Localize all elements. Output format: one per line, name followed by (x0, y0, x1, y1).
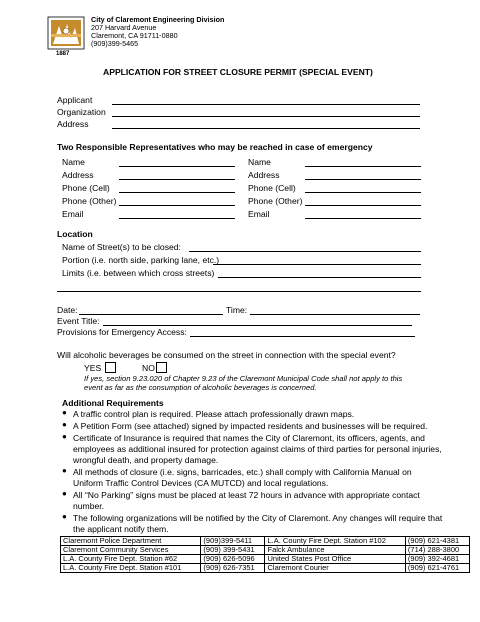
rep1-address-label: Address (62, 170, 94, 180)
table-cell: L.A. County Fire Dept. Station #102 (265, 537, 405, 546)
bullet-icon: ● (62, 512, 67, 521)
requirement-item-cont: the applicant notify them. (73, 524, 169, 534)
event-title-label: Event Title: (57, 316, 100, 326)
requirement-item-cont: Uniform Traffic Control Devices (CA MUTCD) and local regulations. (73, 478, 329, 488)
streets-field[interactable] (189, 251, 421, 252)
rep1-phone-cell-field[interactable] (119, 192, 235, 193)
no-checkbox[interactable] (156, 362, 167, 373)
requirement-item: A traffic control plan is required. Please attach professionally drawn maps. (73, 409, 355, 419)
rep2-phone-other-label: Phone (Other) (248, 196, 303, 206)
table-cell: Claremont Courier (265, 564, 405, 573)
rep2-address-label: Address (248, 170, 280, 180)
organization-label: Organization (57, 107, 106, 117)
bullet-icon: ● (62, 408, 67, 417)
address-label: Address (57, 119, 89, 129)
table-cell: (909) 626-7351 (201, 564, 265, 573)
table-cell: (909)399-5411 (201, 537, 265, 546)
page-title: APPLICATION FOR STREET CLOSURE PERMIT (SPECIAL EVENT) (103, 67, 373, 77)
table-cell: United States Post Office (265, 555, 405, 564)
requirement-item-cont: employees as additional insured for protection against claims of third parties for personal injuries, (73, 444, 442, 454)
requirement-item: Certificate of Insurance is required that names the City of Claremont, its officers, agents, and (73, 433, 425, 443)
table-cell: (714) 288-3800 (405, 546, 469, 555)
table-cell: (909) 621-4761 (405, 564, 469, 573)
rep2-name-label: Name (248, 157, 271, 167)
yes-checkbox[interactable] (105, 362, 116, 373)
rep2-name-field[interactable] (305, 166, 421, 167)
date-label: Date: (57, 305, 78, 315)
rep2-phone-cell-label: Phone (Cell) (248, 183, 296, 193)
table-cell: (909) 626-5096 (201, 555, 265, 564)
requirement-item: All “No Parking” signs must be placed at least 72 hours in advance with appropriate contact (73, 490, 420, 500)
bullet-icon: ● (62, 489, 67, 498)
bullet-icon: ● (62, 432, 67, 441)
rep1-name-field[interactable] (119, 166, 235, 167)
seal-year: 1887 (56, 51, 70, 57)
date-field[interactable] (79, 314, 223, 315)
provisions-field[interactable] (190, 336, 415, 337)
event-title-field[interactable] (103, 325, 412, 326)
bullet-icon: ● (62, 420, 67, 429)
applicant-field[interactable] (112, 104, 420, 105)
address-field[interactable] (112, 128, 420, 129)
bullet-icon: ● (62, 466, 67, 475)
header-street: 207 Harvard Avenue (91, 23, 157, 32)
requirement-item: The following organizations will be notified by the City of Claremont. Any changes will require that (73, 513, 443, 523)
header-org: City of Claremont Engineering Division (91, 15, 225, 24)
provisions-label: Provisions for Emergency Access: (57, 327, 187, 337)
table-cell: (909) 621-4381 (405, 537, 469, 546)
table-cell: L.A. County Fire Dept. Station #62 (61, 555, 201, 564)
table-cell: L.A. County Fire Dept. Station #101 (61, 564, 201, 573)
table-row (61, 564, 470, 573)
requirements-heading: Additional Requirements (62, 398, 164, 408)
rep2-phone-cell-field[interactable] (305, 192, 421, 193)
portion-field[interactable] (213, 264, 421, 265)
table-cell: (909) 399-5431 (201, 546, 265, 555)
requirement-item: A Petition Form (see attached) signed by impacted residents and businesses will be required. (73, 421, 428, 431)
rep1-phone-other-field[interactable] (119, 205, 235, 206)
requirement-item: All methods of closure (i.e. signs, barricades, etc.) shall comply with California Manual on (73, 467, 412, 477)
applicant-label: Applicant (57, 95, 93, 105)
location-heading: Location (57, 229, 93, 239)
requirement-item-cont: wrongful death, and property damage. (73, 455, 219, 465)
limits-field[interactable] (218, 277, 421, 278)
rep1-address-field[interactable] (119, 179, 235, 180)
rep2-email-field[interactable] (305, 218, 421, 219)
table-cell: Claremont Community Services (61, 546, 201, 555)
yes-label: YES (84, 363, 102, 373)
time-label: Time: (226, 305, 248, 315)
header-city: Claremont, CA 91711-0880 (91, 31, 178, 40)
reps-heading: Two Responsible Representatives who may be reached in case of emergency (57, 142, 373, 152)
rep2-address-field[interactable] (305, 179, 421, 180)
table-cell: (909) 392-4681 (405, 555, 469, 564)
organizations-table (60, 536, 470, 573)
rep1-email-field[interactable] (119, 218, 235, 219)
location-extra-field[interactable] (57, 291, 421, 292)
rep1-email-label: Email (62, 209, 84, 219)
rep1-name-label: Name (62, 157, 85, 167)
alcohol-question: Will alcoholic beverages be consumed on the street in connection with the special event? (57, 350, 396, 360)
no-label: NO (142, 363, 155, 373)
streets-label: Name of Street(s) to be closed: (62, 242, 181, 252)
requirement-item-cont: number. (73, 501, 105, 511)
alcohol-note-line1: If yes, section 9.23.020 of Chapter 9.23 of the Claremont Municipal Code shall not apply to this (84, 374, 403, 383)
rep2-phone-other-field[interactable] (305, 205, 421, 206)
alcohol-note-line2: event as far as the consumption of alcoholic beverages is concerned. (84, 383, 317, 392)
organization-field[interactable] (112, 116, 420, 117)
limits-label: Limits (i.e. between which cross streets) (62, 268, 215, 278)
rep1-phone-cell-label: Phone (Cell) (62, 183, 110, 193)
portion-label: Portion (i.e. north side, parking lane, etc.) (62, 255, 220, 265)
rep2-email-label: Email (248, 209, 270, 219)
table-cell: Falck Ambulance (265, 546, 405, 555)
rep1-phone-other-label: Phone (Other) (62, 196, 117, 206)
table-cell: Claremont Police Department (61, 537, 201, 546)
time-field[interactable] (250, 314, 420, 315)
header-phone: (909)399-5465 (91, 39, 139, 48)
